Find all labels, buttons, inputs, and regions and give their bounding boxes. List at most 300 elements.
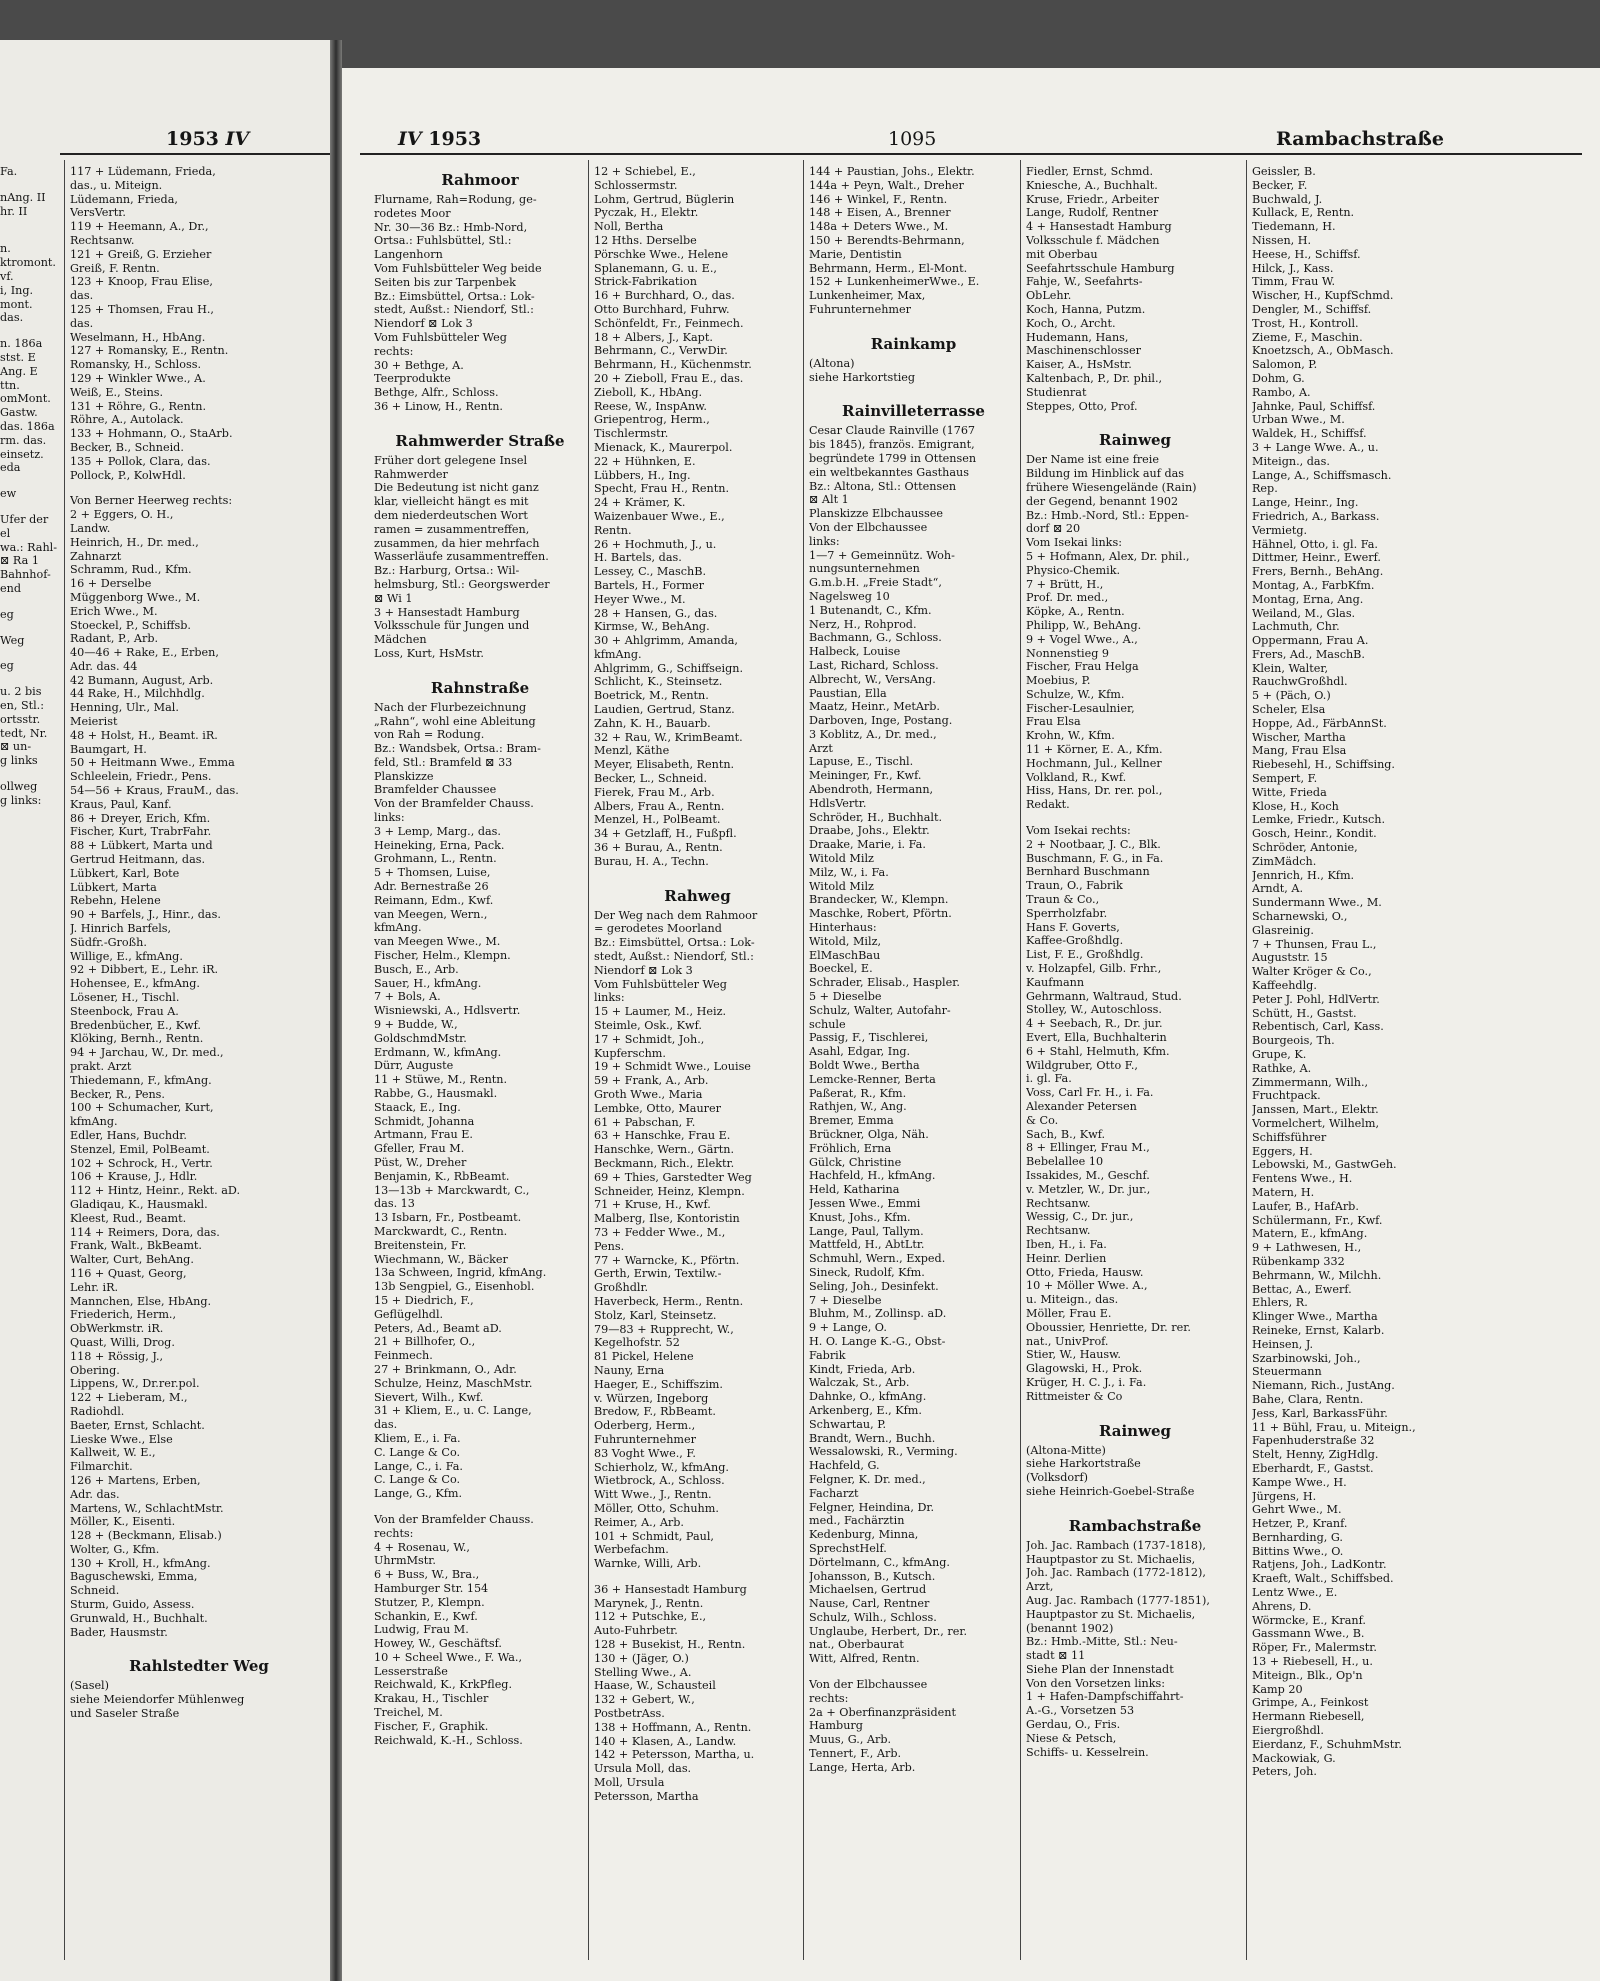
- directory-entry: Klinger Wwe., Martha: [1252, 1310, 1378, 1324]
- directory-entry: (Sasel): [70, 1679, 110, 1693]
- directory-entry: Bettac, A., Ewerf.: [1252, 1282, 1352, 1296]
- column-divider: [1020, 160, 1021, 1960]
- directory-entry: Baumgart, H.: [70, 742, 147, 756]
- directory-entry: 128 + Busekist, H., Rentn.: [594, 1638, 746, 1652]
- directory-entry: Lohm, Gertrud, Büglerin: [594, 192, 735, 206]
- directory-entry: Hetzer, P., Kranf.: [1252, 1517, 1348, 1531]
- directory-entry: vf.: [0, 269, 14, 283]
- directory-entry: stedt, Außst.: Niendorf, Stl.:: [374, 303, 534, 317]
- directory-entry: Lachmuth, Chr.: [1252, 620, 1340, 634]
- column-left-edge: [0, 165, 62, 1955]
- directory-entry: Abendroth, Hermann,: [809, 783, 934, 797]
- directory-entry: Rechtsanw.: [1026, 1196, 1091, 1210]
- directory-entry: Miteign., Blk., Op'n: [1252, 1668, 1363, 1682]
- directory-entry: Zahnarzt: [70, 549, 122, 563]
- directory-entry: Von der Bramfelder Chauss.: [374, 797, 534, 811]
- directory-entry: Volksschule für Jungen und: [374, 619, 530, 633]
- directory-entry: 44 Rake, H., Milchhdlg.: [70, 687, 205, 701]
- directory-entry: Matern, H.: [1252, 1185, 1315, 1199]
- directory-entry: Albrecht, W., VersAng.: [809, 672, 936, 686]
- directory-entry: Behrmann, H., Küchenmstr.: [594, 358, 752, 372]
- directory-entry: Montag, A., FarbKfm.: [1252, 578, 1375, 592]
- directory-entry: Schramm, Rud., Kfm.: [70, 563, 192, 577]
- directory-entry: van Meegen Wwe., M.: [374, 935, 501, 949]
- directory-entry: Röper, Fr., Malermstr.: [1252, 1641, 1377, 1655]
- directory-entry: Becker, R., Pens.: [70, 1087, 165, 1101]
- directory-entry: Kegelhofstr. 52: [594, 1336, 680, 1350]
- directory-entry: 2 + Eggers, O. H.,: [70, 508, 174, 522]
- column-3: [809, 165, 1018, 1955]
- directory-entry: Bartels, H., Former: [594, 578, 705, 592]
- directory-entry: Ortsa.: Fuhlsbüttel, Stl.:: [374, 234, 512, 248]
- spacer: [0, 179, 62, 191]
- directory-entry: 1—7 + Gemeinnütz. Woh-: [809, 548, 955, 562]
- directory-entry: 26 + Hochmuth, J., u.: [594, 537, 717, 551]
- directory-entry: Bethge, Alfr., Schloss.: [374, 386, 499, 400]
- directory-entry: 5 + Thomsen, Luise,: [374, 866, 491, 880]
- directory-entry: Seefahrtsschule Hamburg: [1026, 261, 1175, 275]
- directory-entry: (benannt 1902): [1026, 1621, 1114, 1635]
- directory-entry: Radiohdl.: [70, 1404, 125, 1418]
- directory-entry: Teerprodukte: [374, 372, 451, 386]
- directory-entry: 132 + Gebert, W.,: [594, 1693, 695, 1707]
- directory-entry: Bz.: Eimsbüttel, Ortsa.: Lok-: [594, 936, 755, 950]
- directory-entry: Flurname, Rah=Rodung, ge-: [374, 193, 537, 206]
- directory-entry: Geissler, B.: [1252, 165, 1316, 178]
- directory-entry: Otto, Frieda, Hausw.: [1026, 1265, 1144, 1279]
- spacer: [1026, 1499, 1244, 1511]
- directory-entry: Meyer, Elisabeth, Rentn.: [594, 758, 735, 772]
- directory-entry: Jessen Wwe., Emmi: [809, 1196, 921, 1210]
- directory-entry: (Altona-Mitte): [1026, 1443, 1106, 1457]
- directory-entry: Traun, O., Fabrik: [1026, 879, 1123, 893]
- directory-entry: Lemke, Friedr., Kutsch.: [1252, 813, 1386, 827]
- directory-entry: Lieske Wwe., Else: [70, 1432, 173, 1446]
- directory-entry: Oderberg, Herm.,: [594, 1419, 696, 1433]
- directory-entry: Der Weg nach dem Rahmoor: [594, 908, 758, 922]
- directory-entry: Rambo, A.: [1252, 385, 1311, 399]
- directory-entry: Quast, Willi, Drog.: [70, 1335, 175, 1349]
- directory-entry: Greiß, F. Rentn.: [70, 261, 160, 275]
- directory-entry: Geflügelhdl.: [374, 1307, 444, 1321]
- directory-entry: Schulze, Heinz, MaschMstr.: [374, 1376, 533, 1390]
- directory-entry: Rabbe, G., Hausmakl.: [374, 1087, 498, 1101]
- directory-entry: Schülermann, Fr., Kwf.: [1252, 1213, 1383, 1227]
- directory-entry: 142 + Petersson, Martha, u.: [594, 1748, 755, 1762]
- directory-entry: Rechtsanw.: [1026, 1224, 1091, 1238]
- column-divider: [64, 160, 65, 1960]
- directory-entry: Nr. 30—36 Bz.: Hmb-Nord,: [374, 220, 528, 234]
- directory-entry: Laudien, Gertrud, Stanz.: [594, 703, 735, 717]
- directory-entry: Heinr. Derlien: [1026, 1251, 1107, 1265]
- street-heading: Rainvilleterrasse: [842, 402, 985, 421]
- directory-entry: Albers, Frau A., Rentn.: [594, 799, 725, 813]
- directory-entry: Felgner, Heindina, Dr.: [809, 1500, 935, 1514]
- directory-entry: 119 + Heemann, A., Dr.,: [70, 220, 209, 234]
- spacer: [809, 317, 1018, 329]
- directory-entry: Steenbock, Frau A.: [70, 1004, 179, 1018]
- directory-entry: Von der Elbchaussee: [809, 520, 928, 534]
- directory-entry: Gassmann Wwe., B.: [1252, 1627, 1365, 1641]
- directory-entry: Grunwald, H., Buchhalt.: [70, 1611, 208, 1625]
- directory-entry: rodetes Moor: [374, 206, 451, 220]
- directory-entry: 7 + Brütt, H.,: [1026, 577, 1104, 591]
- directory-entry: Schrader, Elisab., Haspler.: [809, 976, 960, 990]
- directory-entry: Hiss, Hans, Dr. rer. pol.,: [1026, 784, 1163, 798]
- directory-entry: Arzt: [809, 741, 833, 755]
- directory-entry: Lange, Rudolf, Rentner: [1026, 206, 1159, 220]
- directory-entry: Fiedler, Ernst, Schmd.: [1026, 165, 1154, 178]
- spacer: [0, 647, 62, 659]
- directory-entry: Schlossermstr.: [594, 178, 678, 192]
- directory-entry: Wischer, H., KupfSchmd.: [1252, 289, 1394, 303]
- directory-entry: 7 + Dieselbe: [809, 1293, 882, 1307]
- directory-entry: Bredenbücher, E., Kwf.: [70, 1018, 201, 1032]
- directory-entry: 114 + Reimers, Dora, das.: [70, 1225, 220, 1239]
- directory-entry: kfmAng.: [594, 647, 642, 661]
- directory-entry: Gehrt Wwe., M.: [1252, 1503, 1342, 1517]
- directory-entry: 7 + Thunsen, Frau L.,: [1252, 937, 1377, 951]
- directory-entry: Schütt, H., Gastst.: [1252, 1006, 1357, 1020]
- directory-entry: ObWerkmstr. iR.: [70, 1322, 164, 1336]
- directory-entry: Meininger, Fr., Kwf.: [809, 769, 922, 783]
- directory-entry: Wessig, C., Dr. jur.,: [1026, 1210, 1134, 1224]
- directory-entry: das.: [70, 316, 94, 330]
- directory-entry: Möller, Frau E.: [1026, 1306, 1112, 1320]
- directory-entry: i, Ing.: [0, 283, 34, 297]
- directory-entry: 73 + Fedder Wwe., M.,: [594, 1225, 726, 1239]
- directory-entry: 16 + Derselbe: [70, 577, 152, 591]
- directory-entry: n. 186a: [0, 337, 43, 351]
- directory-entry: Filmarchit.: [70, 1460, 133, 1474]
- directory-entry: Klein, Walter,: [1252, 661, 1329, 675]
- directory-entry: Möller, K., Eisenti.: [70, 1515, 176, 1529]
- directory-entry: ortsstr.: [0, 712, 41, 726]
- directory-entry: Fuhrunternehmer: [809, 302, 912, 316]
- directory-entry: Friederich, Herm.,: [70, 1308, 177, 1322]
- left-page-header: [166, 128, 249, 150]
- directory-entry: Ratjens, Joh., LadKontr.: [1252, 1558, 1387, 1572]
- directory-entry: Hudemann, Hans,: [1026, 330, 1129, 344]
- directory-entry: hr. II: [0, 204, 28, 218]
- directory-entry: Rebehn, Helene: [70, 894, 161, 908]
- directory-entry: Nerz, H., Rohprod.: [809, 617, 917, 631]
- directory-entry: Ufer der: [0, 512, 49, 526]
- directory-entry: 83 Voght Wwe., F.: [594, 1446, 696, 1460]
- directory-entry: von Rah = Rodung.: [374, 728, 485, 742]
- directory-entry: siehe Meiendorfer Mühlenweg: [70, 1693, 245, 1707]
- spacer: [594, 1571, 801, 1583]
- directory-entry: Werbefachm.: [594, 1543, 669, 1557]
- directory-entry: Fischer-Lesaulnier,: [1026, 701, 1135, 715]
- directory-entry: tedt, Nr.: [0, 726, 48, 740]
- spacer: [0, 673, 62, 685]
- directory-entry: PostbetrAss.: [594, 1707, 665, 1721]
- directory-entry: Kindt, Frieda, Arb.: [809, 1362, 916, 1376]
- directory-entry: Splanemann, G. u. E.,: [594, 261, 717, 275]
- directory-entry: Knust, Johs., Kfm.: [809, 1210, 911, 1224]
- page-number: 1095: [888, 128, 937, 150]
- directory-entry: Arkenberg, E., Kfm.: [809, 1403, 922, 1417]
- directory-entry: Pyczak, H., Elektr.: [594, 206, 699, 220]
- directory-entry: Facharzt: [809, 1486, 859, 1500]
- directory-entry: v. Metzler, W., Dr. jur.,: [1026, 1182, 1151, 1196]
- directory-entry: Walter, Curt, BehAng.: [70, 1253, 194, 1267]
- directory-entry: Südfr.-Großh.: [70, 935, 147, 949]
- directory-entry: Fischer, Frau Helga: [1026, 660, 1139, 674]
- directory-entry: Witold Milz: [809, 879, 874, 893]
- directory-entry: 130 + Kroll, H., kfmAng.: [70, 1556, 211, 1570]
- directory-entry: Thiedemann, F., kfmAng.: [70, 1073, 212, 1087]
- directory-entry: Kampe Wwe., H.: [1252, 1475, 1347, 1489]
- directory-entry: Lüdemann, Frieda,: [70, 192, 178, 206]
- directory-entry: Jahnke, Paul, Schiffsf.: [1252, 399, 1376, 413]
- directory-entry: ⊠ Alt 1: [809, 493, 849, 507]
- directory-entry: kfmAng.: [70, 1115, 118, 1129]
- directory-entry: Boetrick, M., Rentn.: [594, 689, 709, 703]
- directory-entry: Schulz, Walter, Autofahr-: [809, 1003, 951, 1017]
- directory-entry: Sturm, Guido, Assess.: [70, 1598, 195, 1612]
- directory-entry: Schröder, H., Buchhalt.: [809, 810, 943, 824]
- directory-entry: rechts:: [374, 344, 414, 358]
- directory-entry: Rep.: [1252, 482, 1278, 496]
- directory-entry: Bahe, Clara, Rentn.: [1252, 1392, 1364, 1406]
- directory-entry: Schröder, Antonie,: [1252, 841, 1358, 855]
- spacer: [1026, 1404, 1244, 1416]
- directory-entry: Willige, E., kfmAng.: [70, 949, 183, 963]
- left-year: 1953: [166, 128, 219, 150]
- directory-entry: Waldek, H., Schiffsf.: [1252, 427, 1367, 441]
- spacer: [0, 218, 62, 230]
- directory-entry: Specht, Frau H., Rentn.: [594, 482, 729, 496]
- directory-entry: 36 + Burau, A., Rentn.: [594, 841, 723, 855]
- directory-entry: Unglaube, Herbert, Dr., rer.: [809, 1624, 968, 1638]
- directory-entry: Lemcke-Renner, Berta: [809, 1072, 936, 1086]
- directory-entry: Vom Fuhlsbütteler Weg: [374, 330, 507, 344]
- directory-entry: Rathjen, W., Ang.: [809, 1100, 907, 1114]
- directory-entry: Großhdlr.: [594, 1281, 649, 1295]
- directory-entry: ⊠ Ra 1: [0, 554, 39, 568]
- directory-entry: Sempert, F.: [1252, 772, 1318, 786]
- directory-entry: Hohensee, E., kfmAng.: [70, 977, 200, 991]
- directory-entry: u. Miteign., das.: [1026, 1293, 1119, 1307]
- running-street-title: Rambachstraße: [1276, 128, 1444, 150]
- directory-entry: GoldschmdMstr.: [374, 1031, 467, 1045]
- column-2: [594, 165, 801, 1955]
- directory-entry: Bz.: Harburg, Ortsa.: Wil-: [374, 564, 520, 578]
- directory-entry: 5 + Dieselbe: [809, 990, 882, 1004]
- directory-entry: Schneid.: [70, 1584, 120, 1598]
- directory-entry: Schwartau, P.: [809, 1417, 887, 1431]
- directory-entry: Miteign., das.: [1252, 454, 1330, 468]
- directory-entry: 9 + Lathwesen, H.,: [1252, 1241, 1362, 1255]
- directory-entry: Von der Elbchaussee: [809, 1678, 928, 1692]
- directory-entry: Draabe, Johs., Elektr.: [809, 824, 930, 838]
- directory-entry: Lange, Heinr., Ing.: [1252, 496, 1359, 510]
- directory-entry: Kallweit, W. E.,: [70, 1446, 156, 1460]
- directory-entry: Müggenborg Wwe., M.: [70, 590, 201, 604]
- directory-entry: Nagelsweg 10: [809, 589, 890, 603]
- directory-entry: Nause, Carl, Rentner: [809, 1597, 930, 1611]
- directory-entry: Kruse, Friedr., Arbeiter: [1026, 192, 1159, 206]
- street-heading: Rahweg: [664, 886, 731, 905]
- directory-entry: Brandt, Wern., Buchh.: [809, 1431, 936, 1445]
- spacer: [0, 596, 62, 608]
- directory-entry: 12 Hths. Derselbe: [594, 233, 697, 247]
- directory-entry: klar, vielleicht hängt es mit: [374, 495, 529, 509]
- directory-entry: Grohmann, L., Rentn.: [374, 852, 497, 866]
- directory-entry: Wildgruber, Otto F.,: [1026, 1058, 1138, 1072]
- directory-entry: Frau Elsa: [1026, 715, 1081, 729]
- directory-entry: Michaelsen, Gertrud: [809, 1583, 927, 1597]
- directory-entry: Laufer, B., HafArb.: [1252, 1199, 1359, 1213]
- directory-entry: Koch, Hanna, Putzm.: [1026, 302, 1146, 316]
- directory-entry: 125 + Thomsen, Frau H.,: [70, 302, 214, 316]
- directory-entry: Friedrich, A., Barkass.: [1252, 509, 1380, 523]
- directory-entry: ZimMädch.: [1252, 854, 1317, 868]
- directory-entry: G.m.b.H. „Freie Stadt“,: [809, 576, 942, 590]
- directory-entry: Bildung im Hinblick auf das: [1026, 467, 1185, 481]
- directory-entry: ⊠ un-: [0, 740, 32, 754]
- directory-entry: siehe Harkortstieg: [809, 370, 916, 384]
- directory-entry: Schulze, W., Kfm.: [1026, 687, 1125, 701]
- directory-entry: Fischer, Kurt, TrabrFahr.: [70, 825, 212, 839]
- directory-entry: Hermann Riebesell,: [1252, 1710, 1365, 1724]
- spacer: [0, 325, 62, 337]
- directory-entry: Reese, W., InspAnw.: [594, 399, 707, 413]
- directory-entry: Lehr. iR.: [70, 1280, 119, 1294]
- directory-entry: Behrmann, Herm., El-Mont.: [809, 261, 968, 275]
- directory-entry: Schneider, Heinz, Klempn.: [594, 1184, 745, 1198]
- directory-entry: nat., Oberbaurat: [809, 1638, 904, 1652]
- directory-entry: Witt, Alfred, Rentn.: [809, 1652, 920, 1666]
- directory-entry: Iben, H., i. Fa.: [1026, 1237, 1107, 1251]
- directory-entry: Mackowiak, G.: [1252, 1751, 1336, 1765]
- directory-entry: Walczak, St., Arb.: [809, 1376, 910, 1390]
- directory-entry: Heese, H., Schiffsf.: [1252, 247, 1361, 261]
- directory-entry: Bittins Wwe., O.: [1252, 1544, 1344, 1558]
- directory-entry: 131 + Röhre, G., Rentn.: [70, 399, 206, 413]
- directory-entry: Joh. Jac. Rambach (1737-1818),: [1026, 1538, 1206, 1552]
- directory-entry: Jess, Karl, BarkassFühr.: [1252, 1406, 1388, 1420]
- spacer: [809, 384, 1018, 396]
- directory-entry: A.-G., Vorsetzen 53: [1026, 1704, 1135, 1718]
- directory-entry: Maatz, Heinr., MetArb.: [809, 700, 940, 714]
- directory-entry: 4 + Rosenau, W.,: [374, 1540, 470, 1554]
- spacer: [1026, 413, 1244, 425]
- directory-entry: Loss, Kurt, HsMstr.: [374, 646, 484, 660]
- directory-entry: Reineke, Ernst, Kalarb.: [1252, 1323, 1385, 1337]
- directory-entry: eg: [0, 659, 14, 673]
- right-header-rule: [360, 153, 1582, 155]
- directory-entry: Bz.: Eimsbüttel, Ortsa.: Lok-: [374, 289, 535, 303]
- directory-entry: 101 + Schmidt, Paul,: [594, 1529, 714, 1543]
- directory-entry: Schmuhl, Wern., Exped.: [809, 1252, 946, 1266]
- directory-entry: med., Fachärztin: [809, 1514, 905, 1528]
- directory-entry: Fentens Wwe., H.: [1252, 1172, 1353, 1186]
- directory-entry: Ahrens, D.: [1252, 1599, 1312, 1613]
- directory-entry: 30 + Ahlgrimm, Amanda,: [594, 634, 738, 648]
- directory-entry: Koch, O., Archt.: [1026, 316, 1116, 330]
- directory-entry: Gfeller, Frau M.: [374, 1142, 465, 1156]
- directory-entry: Haverbeck, Herm., Rentn.: [594, 1294, 744, 1308]
- directory-entry: 59 + Frank, A., Arb.: [594, 1074, 709, 1088]
- book-gutter: [330, 40, 342, 1981]
- directory-entry: nungsunternehmen: [809, 562, 920, 576]
- directory-entry: 13 + Riebesell, H., u.: [1252, 1655, 1373, 1669]
- directory-entry: begründete 1799 in Ottensen: [809, 451, 977, 465]
- directory-entry: Gastw.: [0, 406, 38, 420]
- directory-entry: Becker, B., Schneid.: [70, 440, 184, 454]
- directory-entry: und Saseler Straße: [70, 1707, 180, 1721]
- directory-entry: Kaiser, A., HsMstr.: [1026, 358, 1132, 372]
- directory-entry: Wietbrock, A., Schloss.: [594, 1474, 725, 1488]
- directory-entry: Petersson, Martha: [594, 1789, 699, 1803]
- directory-entry: Felgner, K. Dr. med.,: [809, 1472, 926, 1486]
- directory-entry: Schleelein, Friedr., Pens.: [70, 770, 212, 784]
- directory-entry: Von der Bramfelder Chauss.: [374, 1512, 534, 1526]
- directory-entry: Montag, Erna, Ang.: [1252, 592, 1364, 606]
- directory-entry: Grupe, K.: [1252, 1048, 1307, 1061]
- directory-entry: 36 + Linow, H., Rentn.: [374, 399, 503, 413]
- column-divider: [1246, 160, 1247, 1960]
- directory-entry: 69 + Thies, Garstedter Weg: [594, 1170, 752, 1184]
- directory-entry: Weselmann, H., HbAng.: [70, 330, 206, 344]
- directory-entry: der Gegend, benannt 1902: [1026, 494, 1179, 508]
- directory-entry: Obering.: [70, 1363, 120, 1377]
- directory-entry: Adr. Bernestraße 26: [374, 880, 489, 894]
- directory-entry: Fuhrunternehmer: [594, 1432, 697, 1446]
- street-heading: Rahlstedter Weg: [129, 1657, 269, 1676]
- directory-entry: 42 Bumann, August, Arb.: [70, 673, 214, 687]
- directory-entry: 22 + Hühnken, E.: [594, 454, 696, 468]
- directory-entry: 13b Sengpiel, G., Eisenhobl.: [374, 1280, 535, 1294]
- directory-entry: 10 + Möller Wwe. A.,: [1026, 1279, 1148, 1293]
- directory-entry: Glagowski, H., Prok.: [1026, 1362, 1143, 1376]
- directory-entry: Timm, Frau W.: [1252, 275, 1336, 289]
- directory-entry: Hilck, J., Kass.: [1252, 261, 1334, 275]
- directory-entry: g links:: [0, 793, 42, 807]
- directory-entry: Eiergroßhdl.: [1252, 1724, 1324, 1738]
- directory-entry: Arndt, A.: [1252, 882, 1304, 896]
- directory-entry: Schierholz, W., kfmAng.: [594, 1460, 729, 1474]
- directory-entry: List, F. E., Großhdlg.: [1026, 948, 1144, 962]
- directory-entry: Howey, W., Geschäftsf.: [374, 1637, 502, 1651]
- directory-entry: Nach der Flurbezeichnung: [374, 700, 527, 714]
- directory-entry: ktromont.: [0, 256, 56, 270]
- directory-entry: Heinsen, J.: [1252, 1337, 1314, 1351]
- street-heading: Rainweg: [1098, 1421, 1172, 1440]
- directory-entry: Kniesche, A., Buchhalt.: [1026, 178, 1158, 192]
- directory-entry: 13—13b + Marckwardt, C.,: [374, 1183, 530, 1197]
- directory-entry: 16 + Burchhard, O., das.: [594, 289, 735, 303]
- directory-entry: Weiß, E., Steins.: [70, 385, 164, 399]
- directory-entry: wa.: Rahl-: [0, 540, 58, 554]
- directory-entry: Volksschule f. Mädchen: [1026, 233, 1160, 247]
- directory-entry: Möller, Otto, Schuhm.: [594, 1501, 719, 1515]
- directory-entry: nAng. II: [0, 190, 46, 204]
- directory-entry: Martens, W., SchlachtMstr.: [70, 1501, 224, 1515]
- directory-entry: Bramfelder Chaussee: [374, 783, 497, 797]
- directory-entry: Romansky, H., Schloss.: [70, 358, 202, 372]
- directory-entry: Trost, H., Kontroll.: [1252, 316, 1359, 330]
- directory-entry: 112 + Putschke, E.,: [594, 1610, 707, 1624]
- directory-entry: Witte, Frieda: [1252, 785, 1327, 799]
- directory-entry: ⊠ Wi 1: [374, 591, 413, 605]
- directory-entry: Frers, Ad., MaschB.: [1252, 647, 1365, 661]
- directory-entry: 24 + Krämer, K.: [594, 496, 686, 510]
- directory-entry: Niendorf ⊠ Lok 3: [374, 317, 473, 331]
